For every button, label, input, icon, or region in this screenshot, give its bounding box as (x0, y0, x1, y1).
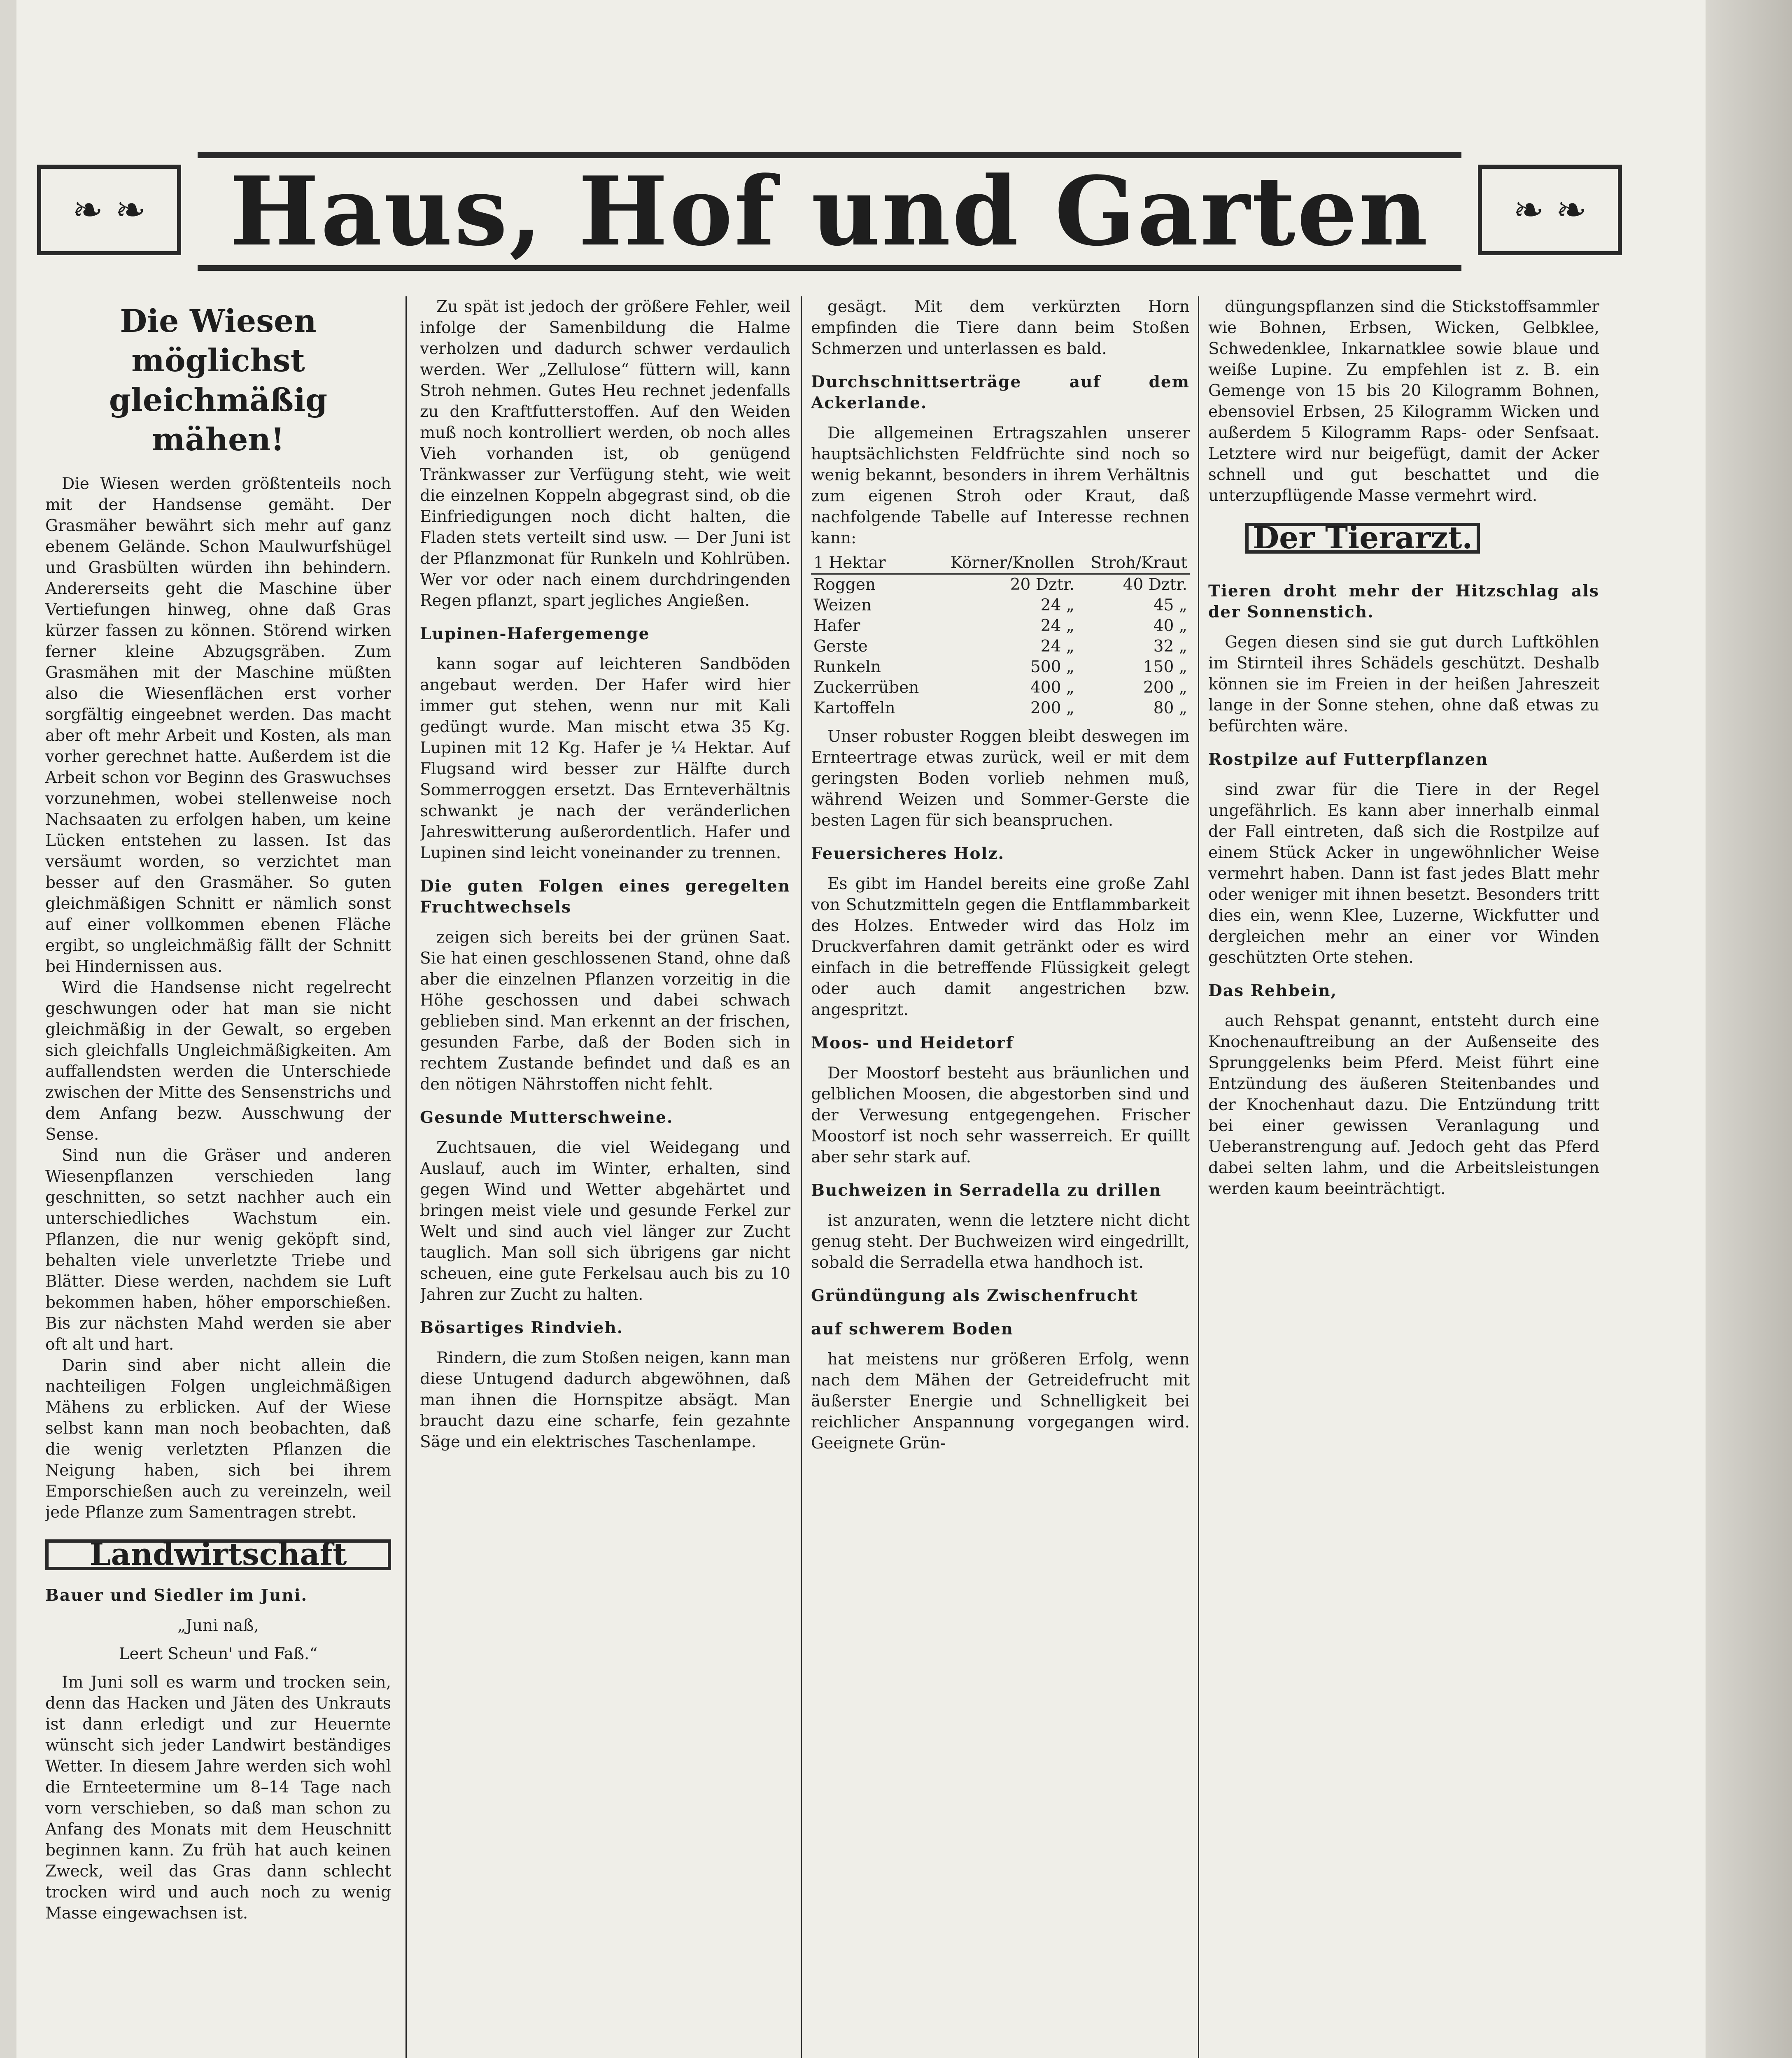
verse-line: Leert Scheun' und Faß.“ (119, 1645, 318, 1663)
table-cell: Roggen (813, 575, 876, 594)
yield-table (811, 553, 1190, 719)
table-header-cell: Stroh/Kraut (1077, 553, 1190, 574)
table-cell: Hafer (813, 617, 860, 635)
paragraph: Die Wiesen werden größtenteils noch mit der Handsense gemäht. Der Grasmäher bewährt sich mehr auf ganz ebenem Gelände. Schon Maulwurfshügel und Grasbülten würden ihn behindern. Andererseits geht die Maschine über Vertiefungen hinweg, ohne daß Gras kürzer fassen zu können. Störend wirken ferner kleine Abzugsgräben. Zum Grasmähen mit der Maschine müßten also die Wiesenflächen erst vorher sorgfältig eingeebnet werden. Das macht aber oft mehr Arbeit und Kosten, als man vorher gerechnet hatte. Außerdem ist die Arbeit schon vor Beginn des Graswuchses vorzunehmen, wobei stellenweise noch Nachsaaten zu erfolgen haben, um keine Lücken entstehen zu lassen. Ist das versäumt worden, so verzichtet man besser auf den Grasmäher. So guten gleichmäßigen Schnitt er nämlich sonst auf einer vollkommen ebenen Fläche ergibt, so ungleichmäßig fällt der Schnitt bei Hindernissen aus. (45, 475, 391, 976)
paragraph: Gegen diesen sind sie gut durch Luftköhlen im Stirnteil ihres Schädels geschützt. Deshalb können sie im Freien in der heißen Jahreszeit lange in der Sonne stehen, ohne daß etwas zu befürchten wäre. (1208, 633, 1599, 736)
table-cell: 500 „ (1030, 658, 1074, 676)
paragraph: Der Moostorf besteht aus bräunlichen und gelblichen Moosen, die abgestorben sind und der Verwesung entgegengehen. Frischer Moostorf ist noch sehr wasserreich. Er quillt aber sehr stark auf. (811, 1064, 1190, 1166)
paragraph: Im Juni soll es warm und trocken sein, denn das Hacken und Jäten des Unkrauts ist dann erledigt und zur Heuernte wünscht sich jeder Landwirt beständiges Wetter. In diesem Jahre werden sich wohl die Ernteetermine um 8–14 Tage nach vorn verschieben, so daß man schon zu Anfang des Monats mit dem Heuschnitt beginnen kann. Zu früh hat auch keinen Zweck, weil das Gras dann schlecht trocken wird und auch noch zu wenig Masse eingewachsen ist. (45, 1673, 391, 1923)
table-row (811, 677, 1190, 698)
table-cell: Weizen (813, 596, 872, 615)
column-4 (1208, 296, 1599, 2058)
paragraph: Wird die Handsense nicht regelrecht geschwungen oder hat man sie nicht gleichmäßig in der Gewalt, so ergeben sich gleichfalls Ungleichmäßigkeiten. Am auffallendsten werden die Unterschiede zwischen der Mitte des Sensenstrichs und dem Anfang bezw. Ausschwung der Sense. (45, 978, 391, 1144)
table-cell: 24 „ (1040, 637, 1074, 656)
page-edge (1706, 0, 1792, 2058)
page-fold-shadow (0, 0, 16, 2058)
article-headline: Die Wiesen möglichst gleichmäßig mähen! (109, 303, 328, 458)
subheading: Buchweizen in Serradella zu drillen (811, 1181, 1162, 1200)
subheading: auf schwerem Boden (811, 1320, 1014, 1339)
paragraph: Zuchtsauen, die viel Weidegang und Auslauf, auch im Winter, erhalten, sind gegen Wind und Wetter abgehärtet und bringen meist viele und gesunde Ferkel zur Welt und sind auch viel länger zur Zucht tauglich. Man soll sich übrigens gar nicht scheuen, eine gute Ferkelsau auch bis zu 10 Jahren zur Zucht zu halten. (420, 1138, 790, 1304)
subheading: Tieren droht mehr der Hitzschlag als der Sonnenstich. (1208, 582, 1599, 622)
table-header-row (811, 553, 1190, 574)
verse-line: „Juni naß, (177, 1616, 259, 1635)
subheading: Gesunde Mutterschweine. (420, 1108, 673, 1127)
section-heading: Landwirtschaft (45, 1539, 391, 1570)
table-row (811, 574, 1190, 596)
table-cell: 45 „ (1153, 596, 1187, 615)
column-2 (420, 296, 790, 2058)
paragraph: düngungspflanzen sind die Stickstoffsammler wie Bohnen, Erbsen, Wicken, Gelbklee, Schwedenklee, Inkarnatklee sowie blaue und weiße Lupine. Zu empfehlen ist z. B. ein Gemenge von 15 bis 20 Kilogramm Bohnen, ebensoviel Erbsen, 25 Kilogramm Wicken und außerdem 5 Kilogramm Raps- oder Senfsaat. Letztere wird nur beigefügt, damit der Acker schnell und gut beschattet und die unterzupflügende Masse vermehrt wird. (1208, 298, 1599, 505)
paragraph: Rindern, die zum Stoßen neigen, kann man diese Untugend dadurch abgewöhnen, daß man ihnen die Hornspitze absägt. Man braucht dazu eine scharfe, fein gezahnte Säge und ein elektrisches Taschenlampe. (420, 1349, 790, 1451)
table-header-cell: Körner/Knollen (934, 553, 1077, 574)
table-cell: 40 „ (1153, 617, 1187, 635)
table-row (811, 595, 1190, 616)
subheading: Die guten Folgen eines geregelten Fruchtwechsels (420, 877, 790, 917)
table-cell: Zuckerrüben (813, 678, 919, 697)
table-cell: 40 Dztr. (1123, 575, 1187, 594)
paragraph: Es gibt im Handel bereits eine große Zahl von Schutzmitteln gegen die Entflammbarkeit des Holzes. Entweder wird das Holz im Druckverfahren damit getränkt oder es wird einfach in die betreffende Flüssigkeit gelegt oder auch damit angestrichen bzw. angespritzt. (811, 875, 1190, 1019)
table-cell: 200 „ (1143, 678, 1187, 697)
masthead (37, 146, 1622, 270)
ornament-box-right: ❧ ❧ (1478, 165, 1622, 255)
column-rule (801, 296, 802, 2058)
section-heading: Der Tierarzt. (1245, 523, 1480, 554)
table-cell: 20 Dztr. (1010, 575, 1074, 594)
paragraph: kann sogar auf leichteren Sandböden angebaut werden. Der Hafer wird hier immer gut stehen, wenn nur mit Kali gedüngt wurde. Man mischt etwa 35 Kg. Lupinen mit 12 Kg. Hafer je ¼ Hektar. Auf Flugsand wird besser zur Hälfte durch Sommerroggen ersetzt. Das Ernteverhältnis schwankt je nach der veränderlichen Jahreswitterung außerordentlich. Hafer und Lupinen sind leicht voneinander zu trennen. (420, 655, 790, 862)
table-cell: 150 „ (1143, 658, 1187, 676)
ornament-box-left: ❧ ❧ (37, 165, 181, 255)
table-cell: Kartoffeln (813, 699, 895, 717)
table-cell: Runkeln (813, 658, 881, 676)
table-row (811, 616, 1190, 636)
table-cell: 32 „ (1153, 637, 1187, 656)
paragraph: zeigen sich bereits bei der grünen Saat. Sie hat einen geschlossenen Stand, ohne daß aber die einzelnen Pflanzen vorzeitig in die Höhe geschossen und dabei schwach geblieben sind. Man erkennt an der frischen, gesunden Farbe, daß der Boden sich in rechtem Zustande befindet und daß es an den nötigen Nährstoffen nicht fehlt. (420, 928, 790, 1094)
column-3 (811, 296, 1190, 2058)
column-rule (405, 296, 407, 2058)
paragraph: Die allgemeinen Ertragszahlen unserer hauptsächlichsten Feldfrüchte sind noch so wenig bekannt, besonders in ihrem Verhältnis zum eigenen Stroh oder Kraut, daß nachfolgende Tabelle auf Interesse rechnen kann: (811, 424, 1190, 547)
paragraph: ist anzuraten, wenn die letztere nicht dicht genug steht. Der Buchweizen wird eingedrillt, sobald die Serradella etwa handhoch ist. (811, 1211, 1190, 1272)
table-row (811, 698, 1190, 719)
table-cell: 80 „ (1153, 699, 1187, 717)
paragraph: hat meistens nur größeren Erfolg, wenn nach dem Mähen der Getreidefrucht mit äußerster Energie und Schnelligkeit bei reichlicher Anspannung vorgegangen wird. Geeignete Grün- (811, 1350, 1190, 1453)
table-header-cell: 1 Hektar (811, 553, 934, 574)
page-title: Haus, Hof und Garten (198, 152, 1461, 271)
paragraph: Unser robuster Roggen bleibt deswegen im Ernteertrage etwas zurück, weil er mit dem geringsten Boden vorlieb nehmen muß, während Weizen und Sommer-Gerste die besten Lagen für sich beanspruchen. (811, 727, 1190, 830)
paragraph: Zu spät ist jedoch der größere Fehler, weil infolge der Samenbildung die Halme verholzen und dadurch schwer verdaulich werden. Wer „Zellulose“ füttern will, kann Stroh nehmen. Gutes Heu rechnet jedenfalls zu den Kraftfutterstoffen. Auf den Weiden muß noch kontrolliert werden, ob noch alles Vieh vorhanden ist, ob genügend Tränkwasser zur Verfügung steht, wie weit die einzelnen Koppeln abgegrast sind, ob die Einfriedigungen noch dicht halten, die Fladen stets verteilt sind usw. — Der Juni ist der Pflanzmonat für Runkeln und Kohlrüben. Wer vor oder nach einem durchdringenden Regen pflanzt, spart jegliches Angießen. (420, 298, 790, 610)
table-cell: 24 „ (1040, 596, 1074, 615)
subheading: Lupinen-Hafergemenge (420, 624, 650, 643)
table-cell: 400 „ (1030, 678, 1074, 697)
table-cell: Gerste (813, 637, 868, 656)
subheading: Gründüngung als Zwischenfrucht (811, 1286, 1138, 1305)
subheading: Das Rehbein, (1208, 981, 1338, 1000)
subheading: Bauer und Siedler im Juni. (45, 1586, 308, 1605)
paragraph: sind zwar für die Tiere in der Regel ungefährlich. Es kann aber innerhalb einmal der Fall eintreten, daß sich die Rostpilze auf einem Stück Acker in ungewöhnlicher Weise vermehrt haben. Dann ist fast jedes Blatt mehr oder weniger mit ihnen besetzt. Besonders tritt dies ein, wenn Klee, Luzerne, Wickfutter und dergleichen mehr an einer vor Winden geschützten Orte stehen. (1208, 780, 1599, 967)
table-cell: 24 „ (1040, 617, 1074, 635)
subheading: Rostpilze auf Futterpflanzen (1208, 750, 1489, 769)
paragraph: Darin sind aber nicht allein die nachteiligen Folgen ungleichmäßigen Mähens zu erblicken. Auf der Wiese selbst kann man noch beobachten, daß die wenig verletzten Pflanzen die Neigung haben, sich bei ihrem Emporschießen auch zu vereinzeln, weil jede Pflanze zum Samentragen strebt. (45, 1356, 391, 1522)
paragraph: Sind nun die Gräser und anderen Wiesenpflanzen verschieden lang geschnitten, so setzt nachher auch ein unterschiedliches Wachstum ein. Pflanzen, die nur wenig geköpft sind, behalten viele unverletzte Triebe und Blätter. Diese werden, nachdem sie Luft bekommen haben, höher emporschießen. Bis zur nächsten Mahd werden sie aber oft alt und hart. (45, 1146, 391, 1354)
subheading: Moos- und Heidetorf (811, 1034, 1014, 1052)
paragraph: gesägt. Mit dem verkürzten Horn empfinden die Tiere dann beim Stoßen Schmerzen und unterlassen es bald. (811, 298, 1190, 358)
table-row (811, 657, 1190, 677)
paragraph: auch Rehspat genannt, entsteht durch eine Knochenauftreibung an der Außenseite des Sprunggelenks beim Pferd. Meist führt eine Entzündung des äußeren Steitenbandes und der Knochenhaut dazu. Die Entzündung tritt bei einer gewissen Veranlagung und Ueberanstrengung auf. Jedoch geht das Pferd dabei selten lahm, und die Arbeitsleistungen werden kaum beeinträchtigt. (1208, 1012, 1599, 1198)
column-rule (1198, 296, 1199, 2058)
subheading: Durchschnittserträge auf dem Ackerlande. (811, 372, 1190, 412)
table-row (811, 636, 1190, 657)
column-1 (45, 296, 391, 2058)
table-cell: 200 „ (1030, 699, 1074, 717)
subheading: Feuersicheres Holz. (811, 844, 1005, 863)
subheading: Bösartiges Rindvieh. (420, 1318, 624, 1337)
